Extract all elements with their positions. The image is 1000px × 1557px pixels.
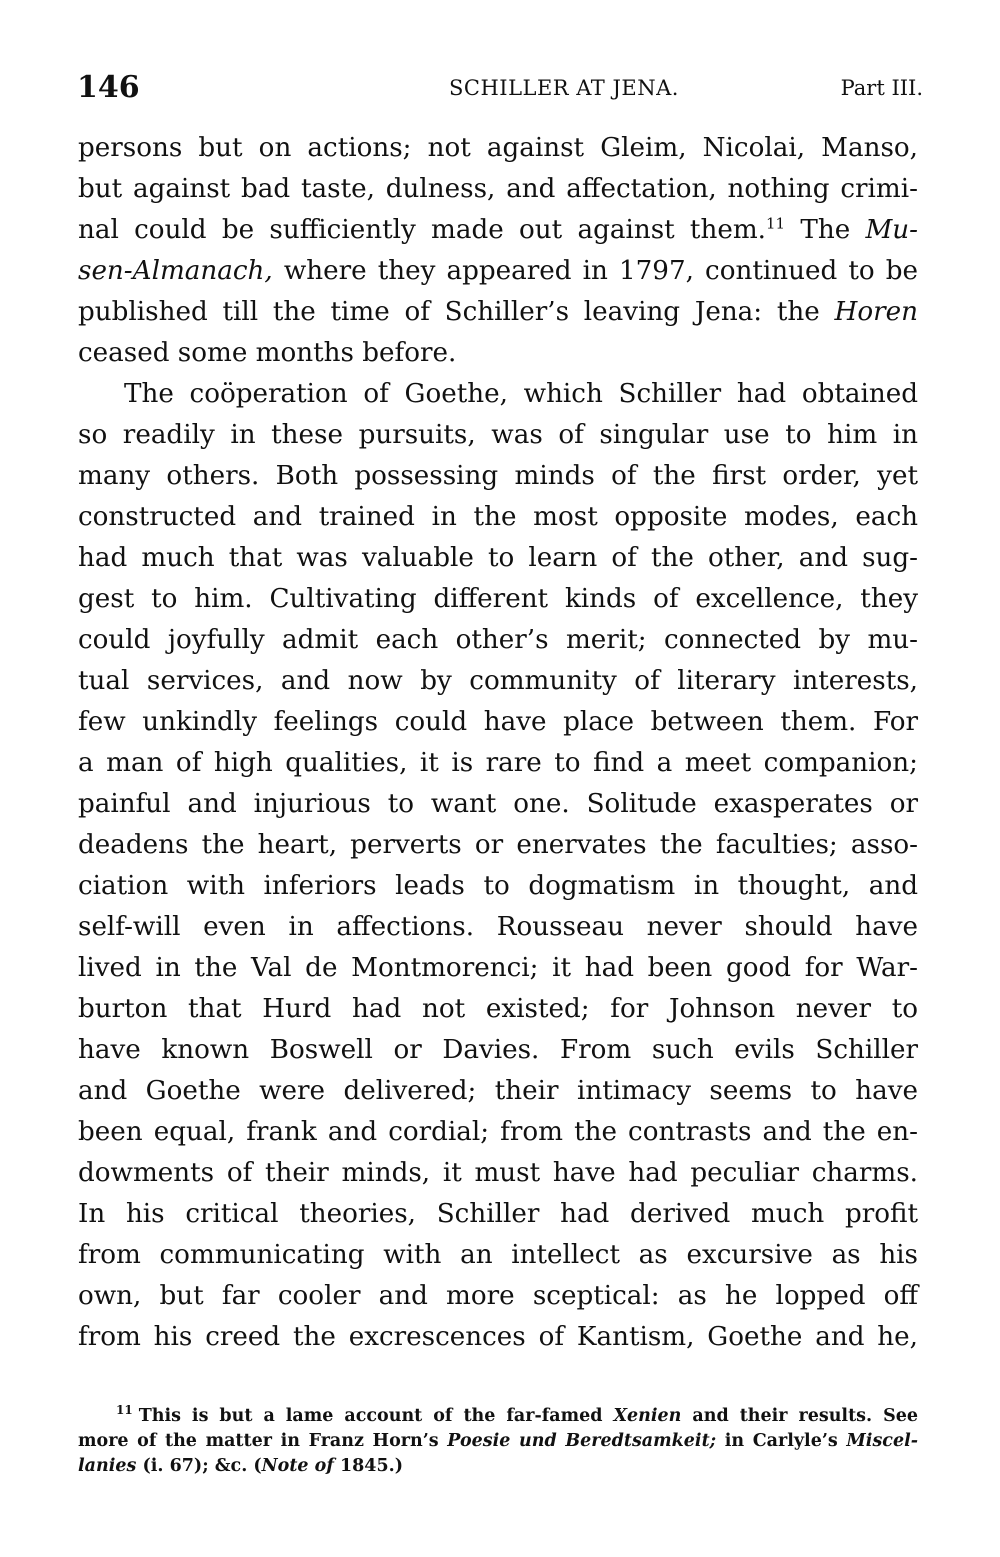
italic-title: Xenien (613, 1406, 682, 1426)
text-line: burton that Hurd had not existed; for Johnson never to (78, 994, 918, 1024)
running-title: SCHILLER AT JENA. (449, 76, 679, 100)
italic-note: Note of (261, 1456, 334, 1476)
text-line: many others. Both possessing minds of the first order, yet (78, 461, 918, 491)
italic-title: lanies (78, 1456, 137, 1476)
text-span: more of the matter in Franz Horn’s (78, 1431, 448, 1451)
page-number: 146 (77, 70, 140, 105)
paragraph-first-line: The coöperation of Goethe, which Schiller had obtained (124, 379, 918, 409)
text-line (78, 251, 918, 292)
italic-title: Miscel- (846, 1431, 918, 1451)
text-line: have known Boswell or Davies. From such evils Schiller (78, 1035, 918, 1065)
text-line: own, but far cooler and more sceptical: as he lopped off (78, 1281, 918, 1311)
italic-title: Horen (834, 297, 918, 327)
text-line: constructed and trained in the most opposite modes, each (78, 502, 918, 532)
footnote-block (78, 1404, 918, 1479)
text-line: few unkindly feelings could have place between them. For (78, 707, 918, 737)
text-line: but against bad taste, dulness, and affectation, nothing crimi- (78, 174, 918, 204)
text-line: gest to him. Cultivating different kinds of excellence, they (78, 584, 918, 614)
text-span: This is but a lame account of the far-famed (138, 1406, 614, 1426)
text-line: from his creed the excrescences of Kantism, Goethe and he, (78, 1322, 918, 1352)
body-text (78, 128, 918, 1358)
text-span: in Carlyle’s (716, 1431, 847, 1451)
text-span: where they appeared in 1797, continued to be (272, 256, 918, 286)
text-line: ciation with inferiors leads to dogmatism in thought, and (78, 871, 918, 901)
text-line: painful and injurious to want one. Solitude exasperates or (78, 789, 918, 819)
text-line: tual services, and now by community of literary interests, (78, 666, 918, 696)
text-line: had much that was valuable to learn of the other, and sug- (78, 543, 918, 573)
text-span: (i. 67); &c. ( (136, 1456, 262, 1476)
text-line: a man of high qualities, it is rare to find a meet companion; (78, 748, 918, 778)
text-span: nal could be sufficiently made out against them. (78, 215, 766, 245)
text-span: The (785, 215, 866, 245)
text-line: could joyfully admit each other’s merit; connected by mu- (78, 625, 918, 655)
footnote-line (78, 1404, 918, 1429)
italic-title: Mu- (865, 215, 918, 245)
italic-title: Poesie und Beredtsamkeit; (447, 1431, 717, 1451)
text-span: published till the time of Schiller’s leaving Jena: the (78, 297, 835, 327)
footnote-line (78, 1454, 918, 1479)
running-header (77, 70, 923, 110)
footnote-reference: 11 (765, 214, 786, 233)
text-line: and Goethe were delivered; their intimacy seems to have (78, 1076, 918, 1106)
footnote-mark: 11 (116, 1403, 133, 1418)
footnote-line (78, 1429, 918, 1454)
text-span: and their results. See (681, 1406, 918, 1426)
text-line: self-will even in affections. Rousseau never should have (78, 912, 918, 942)
text-line: so readily in these pursuits, was of singular use to him in (78, 420, 918, 450)
text-line (78, 210, 918, 251)
text-line: from communicating with an intellect as excursive as his (78, 1240, 918, 1270)
text-line: ceased some months before. (78, 338, 457, 368)
italic-title: sen-Almanach, (78, 256, 273, 286)
text-line: deadens the heart, perverts or enervates the faculties; asso- (78, 830, 918, 860)
text-line (78, 292, 918, 333)
text-line: dowments of their minds, it must have had peculiar charms. (78, 1158, 918, 1188)
part-label: Part III. (840, 76, 923, 100)
text-line: In his critical theories, Schiller had derived much profit (78, 1199, 918, 1229)
text-line: persons but on actions; not against Gleim, Nicolai, Manso, (78, 133, 918, 163)
text-line: been equal, frank and cordial; from the contrasts and the en- (78, 1117, 918, 1147)
text-line: lived in the Val de Montmorenci; it had been good for War- (78, 953, 918, 983)
text-span: 1845.) (333, 1456, 404, 1476)
